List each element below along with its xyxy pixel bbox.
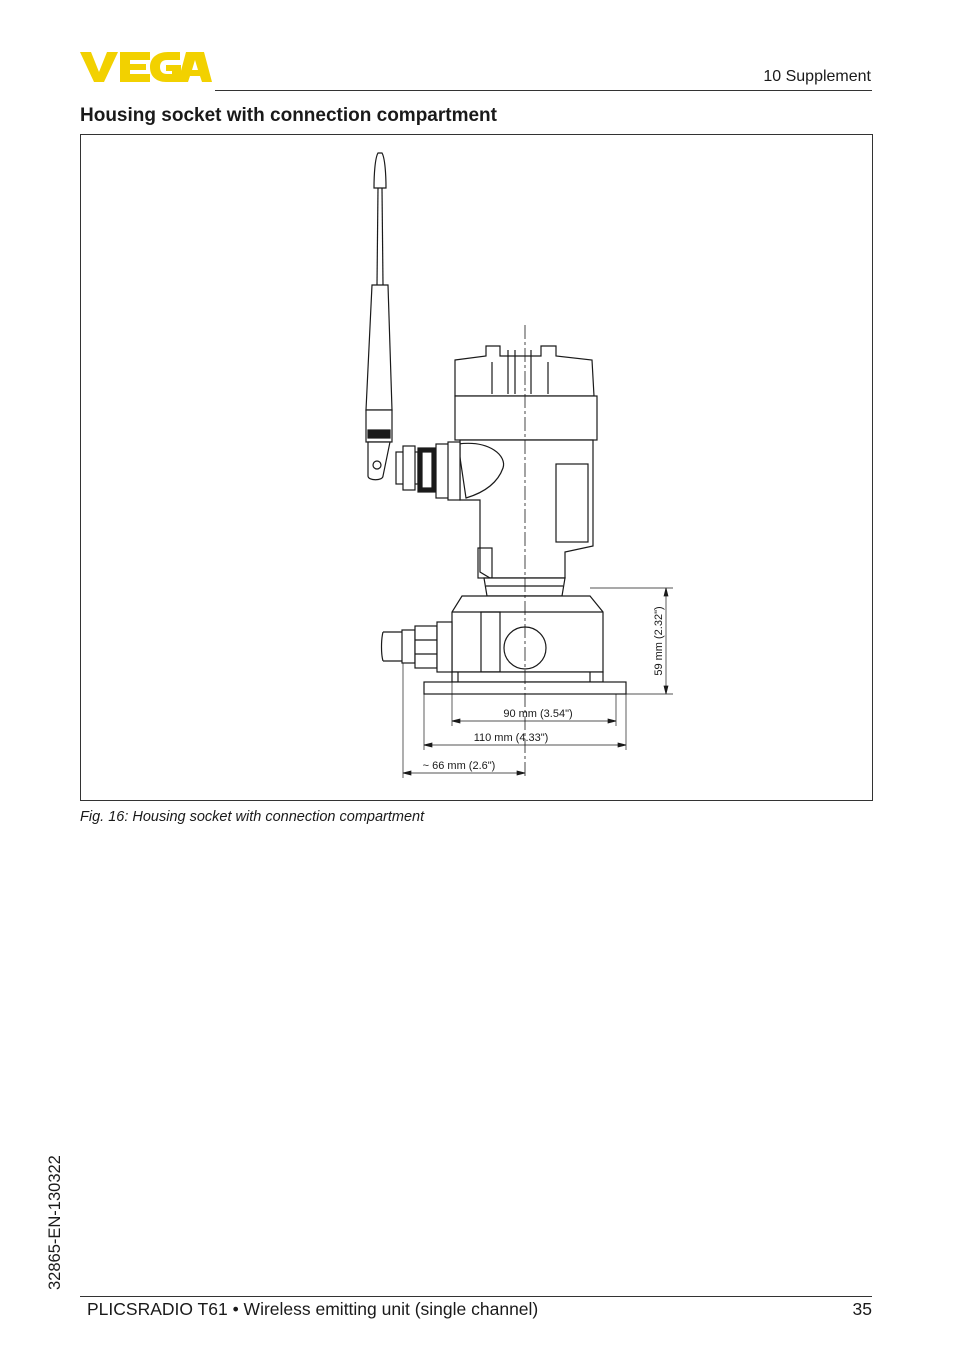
dim-width-outer-label: 110 mm (4.33") — [473, 732, 549, 744]
vega-logo — [80, 50, 212, 84]
dim-width-inner-label: 90 mm (3.54") — [503, 708, 573, 720]
dim-offset-label: ~ 66 mm (2.6") — [422, 760, 496, 772]
housing-lid — [455, 346, 597, 440]
footer-rule — [80, 1296, 872, 1297]
dim-height-label: 59 mm (2.32") — [653, 606, 665, 676]
figure-caption: Fig. 16: Housing socket with connection compartment — [80, 809, 425, 825]
cable-gland-top — [396, 442, 460, 500]
cable-gland-bottom — [382, 622, 453, 672]
page-number: 35 — [852, 1299, 872, 1319]
section-label: 10 Supplement — [763, 68, 871, 85]
section-heading: Housing socket with connection compartment — [80, 105, 497, 126]
footer-title: PLICSRADIO T61 • Wireless emitting unit (single channel) — [87, 1299, 539, 1319]
housing-body — [458, 440, 593, 578]
housing-neck — [484, 578, 565, 596]
antenna — [366, 153, 392, 480]
housing-drawing — [80, 134, 873, 801]
logo-letters — [80, 52, 212, 82]
document-id: 32865-EN-130322 — [46, 1155, 64, 1290]
header-rule — [215, 90, 872, 91]
